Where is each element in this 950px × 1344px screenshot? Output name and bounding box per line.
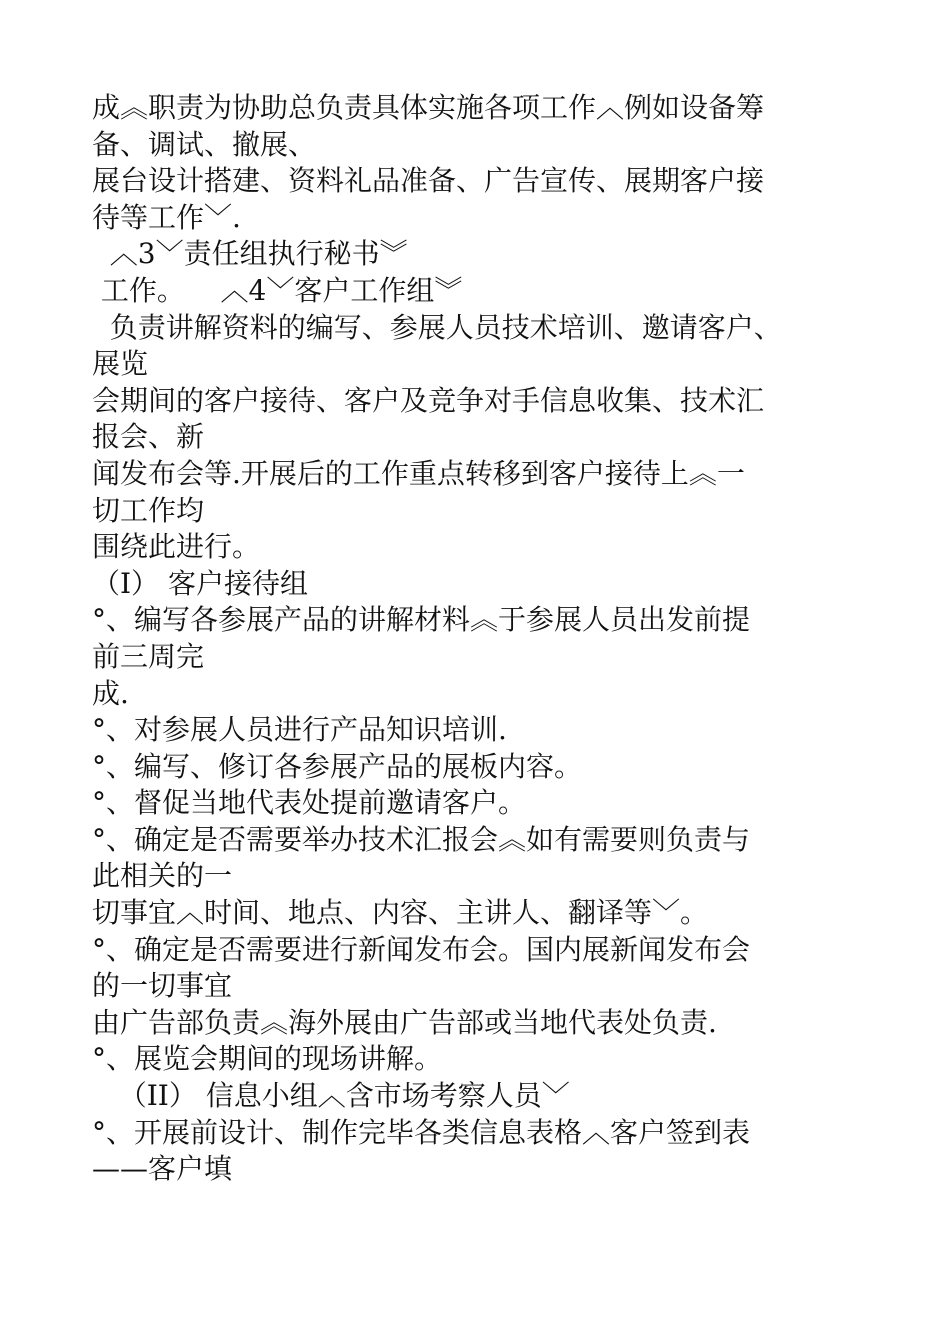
list-item: °、编写各参展产品的讲解材料︽于参展人员出发前提 (92, 603, 751, 637)
section-heading: 工作。 ︿4﹀客户工作组︾ (92, 273, 463, 307)
text-line: 负责讲解资料的编写、参展人员技术培训、邀请客户、 (92, 310, 782, 344)
text-line: 备、调试、撤展、 (92, 127, 317, 161)
text-line: 前三周完 (92, 639, 205, 673)
text-line: 围绕此进行。 (92, 530, 261, 564)
text-line: 闻发布会等.开展后的工作重点转移到客户接待上︽一 (92, 456, 745, 490)
text-line: 此相关的一 (92, 859, 233, 893)
list-item: °、编写、修订各参展产品的展板内容。 (92, 749, 583, 783)
list-item: °、督促当地代表处提前邀请客户。 (92, 786, 527, 820)
text-line: 展台设计搭建、资料礼品准备、广告宣传、展期客户接 (92, 164, 765, 198)
text-line: 待等工作﹀. (92, 200, 241, 234)
text-line: ——客户填 (92, 1152, 233, 1186)
document-body (92, 90, 892, 1188)
subsection-heading: （I） 客户接待组 (92, 566, 308, 600)
list-item: °、对参展人员进行产品知识培训. (92, 713, 507, 747)
text-line: 报会、新 (92, 420, 205, 454)
text-line: 成︽职责为协助总负责具体实施各项工作︿例如设备筹 (92, 91, 765, 124)
section-heading: ︿3﹀责任组执行秘书︾ (92, 237, 408, 271)
subsection-heading: （II） 信息小组︿含市场考察人员﹀ (92, 1079, 570, 1113)
list-item: °、展览会期间的现场讲解。 (92, 1042, 443, 1076)
text-line: 成. (92, 676, 129, 710)
text-line: 由广告部负责︽海外展由广告部或当地代表处负责. (92, 1005, 717, 1039)
list-item: °、开展前设计、制作完毕各类信息表格︿客户签到表 (92, 1115, 751, 1149)
text-line: 会期间的客户接待、客户及竞争对手信息收集、技术汇 (92, 383, 765, 417)
list-item: °、确定是否需要进行新闻发布会。国内展新闻发布会 (92, 932, 751, 966)
list-item: °、确定是否需要举办技术汇报会︽如有需要则负责与 (92, 822, 751, 856)
text-line: 展览 (92, 347, 149, 381)
text-line: 的一切事宜 (92, 969, 233, 1003)
text-line: 切工作均 (92, 493, 205, 527)
text-line: 切事宜︿时间、地点、内容、主讲人、翻译等﹀。 (92, 896, 709, 930)
